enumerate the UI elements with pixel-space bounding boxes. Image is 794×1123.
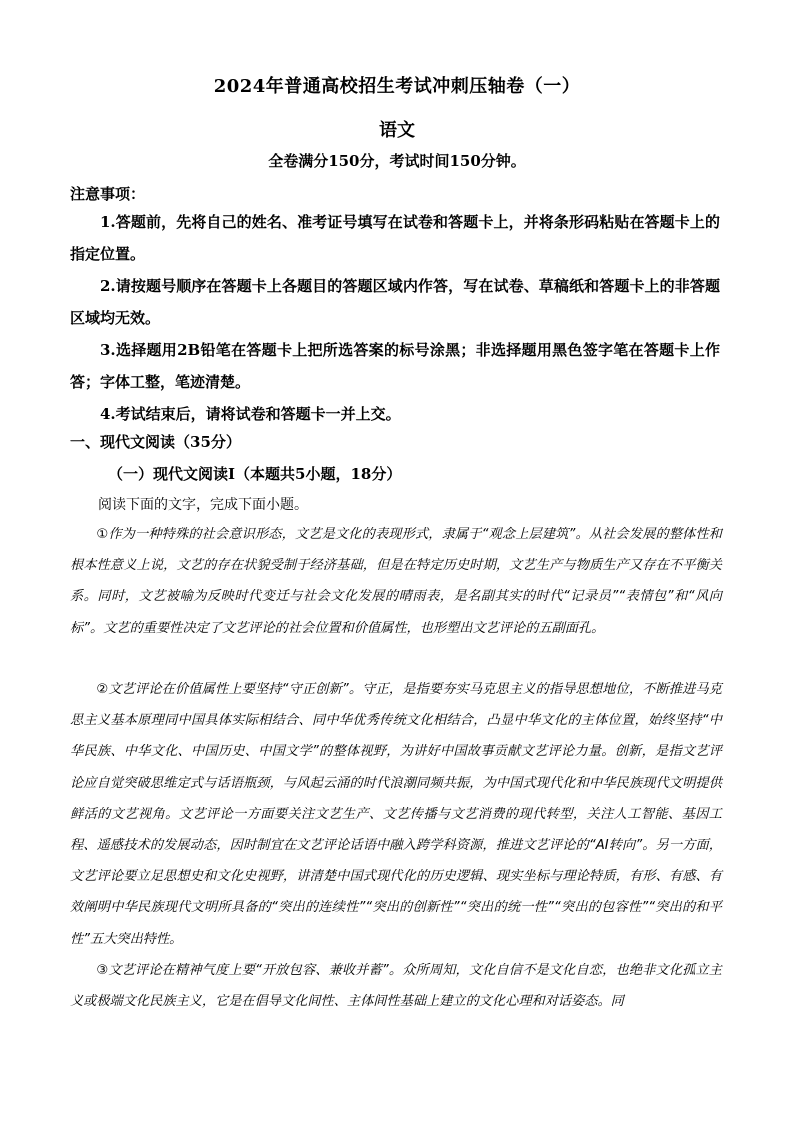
score-line: 全卷满分150分，考试时间150分钟。 (268, 152, 526, 170)
exam-title: 2024年普通高校招生考试冲刺压轴卷（一） (213, 76, 581, 97)
section-heading: 一、现代文阅读（35分） (70, 433, 241, 451)
subsection-heading: （一）现代文阅读Ⅰ（本题共5小题，18分） (108, 465, 402, 483)
subject-heading: 语文 (379, 120, 415, 141)
notice-item: 3.选择题用2B铅笔在答题卡上把所选答案的标号涂黑；非选择题用黑色签字笔在答题卡上作答；字体工整，笔迹清楚。 (70, 341, 720, 391)
reading-instruction: 阅读下面的文字，完成下面小题。 (98, 497, 308, 513)
notice-heading: 注意事项： (70, 185, 146, 203)
notice-item: 2.请按题号顺序在答题卡上各题目的答题区域内作答，写在试卷、草稿纸和答题卡上的非答题区域均无效。 (70, 277, 720, 327)
notice-item: 4.考试结束后，请将试卷和答题卡一并上交。 (100, 405, 401, 423)
passage-paragraph: ①作为一种特殊的社会意识形态，文艺是文化的表现形式，隶属于“观念上层建筑”。从社会发展的整体性和根本性意义上说，文艺的存在状貌受制于经济基础，但是在特定历史时期，文艺生产与物质生产又存在不平衡关系。同时，文艺被喻为反映时代变迁与社会文化发展的晴雨表，是名副其实的时代“记录员”“表情包”和“风向标”。文艺的重要性决定了文艺评论的社会位置和价值属性，也形塑出文艺评论的五副面孔。 (70, 527, 722, 636)
passage-paragraph: ③文艺评论在精神气度上要“开放包容、兼收并蓄”。众所周知，文化自信不是文化自恋，也绝非文化孤立主义或极端文化民族主义，它是在倡导文化间性、主体间性基础上建立的文化心理和对话姿态。同 (70, 963, 722, 1010)
passage-paragraph: ②文艺评论在价值属性上要坚持“守正创新”。守正，是指要夯实马克思主义的指导思想地位，不断推进马克思主义基本原理同中国具体实际相结合、同中华优秀传统文化相结合，凸显中华文化的主体位置，始终坚持“中华民族、中华文化、中国历史、中国文学”的整体视野，为讲好中国故事贡献文艺评论力量。创新，是指文艺评论应自觉突破思维定式与话语瓶颈，与风起云涌的时代浪潮同频共振，为中国式现代化和中华民族现代文明提供鲜活的文艺视角。文艺评论一方面要关注文艺生产、文艺传播与文艺消费的现代转型，关注人工智能、基因工程、遥感技术的发展动态，因时制宜在文艺评论话语中融入跨学科资源，推进文艺评论的“AI转向”。另一方面，文艺评论要立足思想史和文化史视野，讲清楚中国式现代化的历史逻辑、现实坐标与理论特质，有形、有感、有效阐明中华民族现代文明所具备的“突出的连续性”“突出的创新性”“突出的统一性”“突出的包容性”“突出的和平性”五大突出特性。 (70, 682, 722, 947)
notice-item: 1.答题前，先将自己的姓名、准考证号填写在试卷和答题卡上，并将条形码粘贴在答题卡上的指定位置。 (70, 213, 720, 263)
